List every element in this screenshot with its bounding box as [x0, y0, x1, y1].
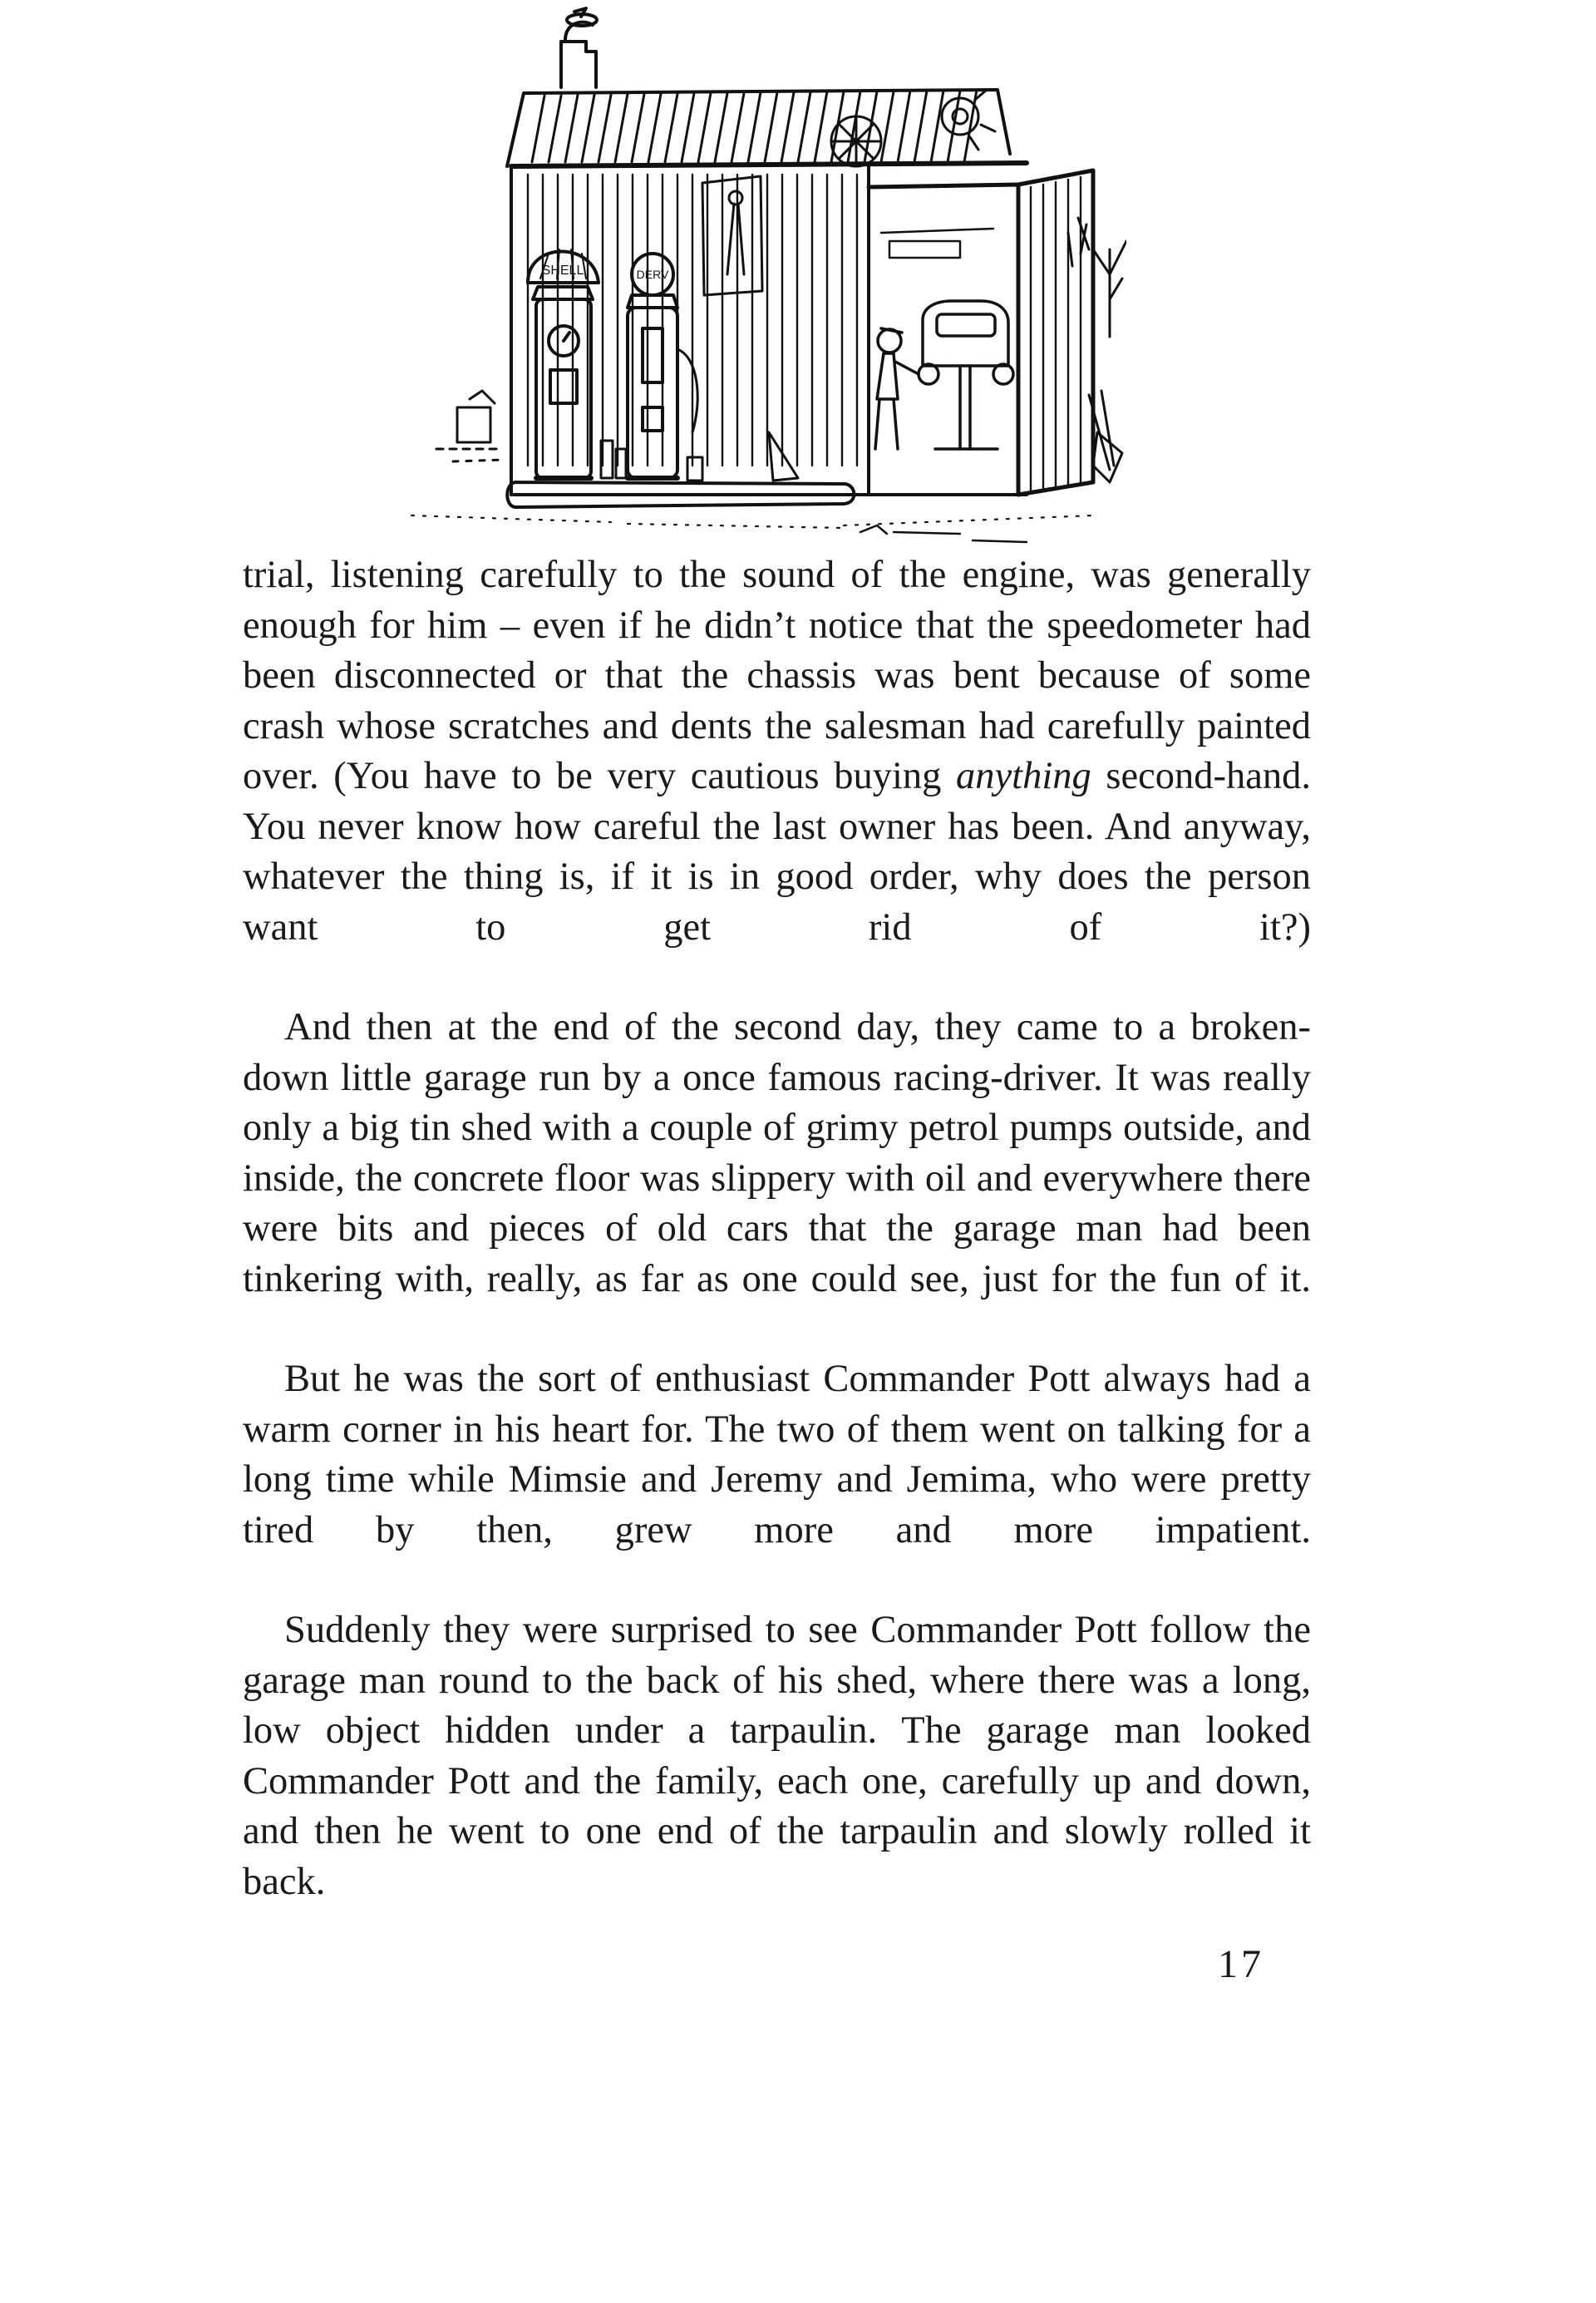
- right-side-plant: [1068, 218, 1126, 482]
- paragraph-1: [243, 550, 1311, 953]
- chimney-pipe: [561, 8, 597, 87]
- oil-cans: [601, 432, 798, 481]
- paragraph-1-text-before: trial, listening carefully to the sound of the engine, was generally enough for him – even if he didn’t notice that the speedometer had been disconnected or that the chassis was bent because of some crash whose scratches and dents the salesman had carefully painted over. (You have to be very cautious buying: [243, 554, 1311, 797]
- garage-shed-illustration: [378, 0, 1126, 545]
- mechanic-figure: [875, 328, 919, 449]
- ground-scribbles: [411, 515, 1093, 528]
- paragraph-2: And then at the end of the second day, they came to a broken-down little garage run by a once famous racing-driver. It was really only a big tin shed with a couple of grimy petrol pumps outside, and inside, the concrete floor was slippery with oil and everywhere there were bits and pieces of old cars that the garage man had been tinkering with, really, as far as one could see, just for the fun of it.: [243, 1006, 1311, 1300]
- pump-globe-label: DERV: [636, 268, 669, 281]
- paragraph-1-text-after: second-hand. You never know how careful the last owner has been. And anyway, whatever the thing is, if it is in good order, why does the person want to get rid of it?): [243, 755, 1312, 949]
- car-on-lift: [919, 301, 1013, 449]
- ground-lines: [860, 525, 1027, 542]
- left-side-clutter: [436, 391, 503, 461]
- shell-sign-label: SHELL: [541, 264, 584, 278]
- spark-plug-poster: [702, 176, 762, 295]
- paragraph-4: Suddenly they were surprised to see Commander Pott follow the garage man round to the back of his shed, where there was a long, low object hidden under a tarpaulin. The garage man looked Commander Pott and the family, each one, carefully up and down, and then he went to one end of the tarpaulin and slowly rolled it back.: [243, 1609, 1311, 1903]
- petrol-pump-left: [533, 287, 593, 478]
- paragraph-1-emphasis: anything: [956, 755, 1091, 797]
- paragraph-3: But he was the sort of enthusiast Commander Pott always had a warm corner in his heart for. The two of them went on talking for a long time while Mimsie and Jeremy and Jemima, who were pretty tired by then, grew more and more impatient.: [243, 1358, 1311, 1551]
- page-number: 17: [1218, 1942, 1264, 1986]
